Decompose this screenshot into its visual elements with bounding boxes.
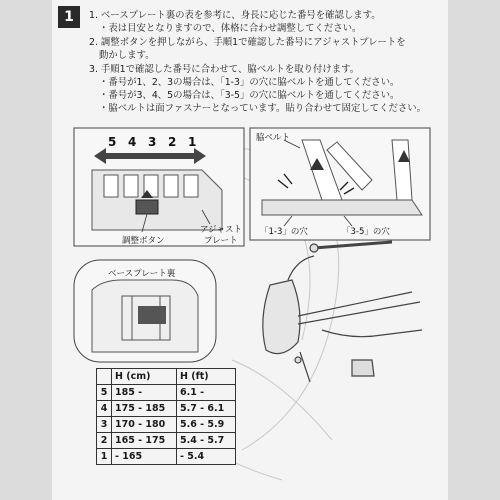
instruction-sheet	[52, 0, 448, 500]
adjust-plate-detail	[74, 128, 244, 246]
side-belt-detail	[250, 128, 430, 240]
adjust-plate-label-2: プレート	[204, 236, 238, 246]
table-row	[97, 449, 236, 465]
instruction-line-7: ・番号が3、4、5の場合は、「3-5」の穴に脇ベルトを通してください。	[99, 90, 400, 101]
table-thumbnail-shape	[138, 306, 166, 324]
table-header-ft: H (ft)	[177, 369, 236, 385]
instruction-line-2: ・表は目安となりますので、体格に合わせ調整してください。	[99, 23, 362, 34]
table-cell-cm: 185 -	[112, 385, 177, 401]
adjust-button-shape	[136, 200, 158, 214]
scale-number-3: 3	[148, 135, 157, 149]
adjust-plate-label-1: アジャスト	[200, 225, 242, 235]
scale-number-1: 1	[188, 135, 197, 149]
table-cell-num: 1	[97, 449, 112, 465]
instruction-line-6: ・番号が1、2、3の場合は、「1-3」の穴に脇ベルトを通してください。	[99, 77, 400, 88]
table-cell-num: 4	[97, 401, 112, 417]
instruction-line-3: 2. 調整ボタンを押しながら、手順1で確認した番号にアジャストプレートを	[89, 37, 406, 48]
table-cell-cm: - 165	[112, 449, 177, 465]
hole-1-3-label: 「1-3」の穴	[260, 227, 308, 237]
scale-number-5: 5	[108, 135, 117, 149]
table-cell-ft: 5.7 - 6.1	[177, 401, 236, 417]
instruction-line-8: ・脇ベルトは面ファスナーとなっています。貼り合わせて固定してください。	[99, 103, 427, 114]
height-table	[96, 368, 236, 465]
scale-number-2: 2	[168, 135, 177, 149]
side-belt-label: 脇ベルト	[256, 133, 291, 143]
table-row	[97, 433, 236, 449]
instruction-line-4: 動かします。	[99, 50, 155, 61]
hole-3-5-label: 「3-5」の穴	[342, 227, 390, 237]
baseplate-back-detail	[74, 260, 216, 362]
table-cell-ft: 5.6 - 5.9	[177, 417, 236, 433]
instruction-line-5: 3. 手順1で確認した番号に合わせて、脇ベルトを取り付けます。	[89, 64, 360, 75]
table-row	[97, 417, 236, 433]
table-row	[97, 401, 236, 417]
table-row	[97, 385, 236, 401]
instruction-line-1: 1. ベースプレート裏の表を参考に、身長に応じた番号を確認します。	[89, 10, 381, 21]
adjust-button-label: 調整ボタン	[122, 236, 165, 246]
step-number-badge: 1	[58, 6, 80, 28]
baseplate-back-label: ベースプレート裏	[108, 269, 176, 279]
table-cell-num: 5	[97, 385, 112, 401]
table-cell-num: 3	[97, 417, 112, 433]
table-header-cm: H (cm)	[112, 369, 177, 385]
table-cell-ft: - 5.4	[177, 449, 236, 465]
scale-number-4: 4	[128, 135, 137, 149]
table-cell-num: 2	[97, 433, 112, 449]
table-cell-cm: 175 - 185	[112, 401, 177, 417]
table-cell-ft: 6.1 -	[177, 385, 236, 401]
table-cell-cm: 165 - 175	[112, 433, 177, 449]
table-header-row	[97, 369, 236, 385]
table-cell-cm: 170 - 180	[112, 417, 177, 433]
table-cell-ft: 5.4 - 5.7	[177, 433, 236, 449]
seat-mechanism	[263, 242, 422, 382]
table-header-num	[97, 369, 112, 385]
